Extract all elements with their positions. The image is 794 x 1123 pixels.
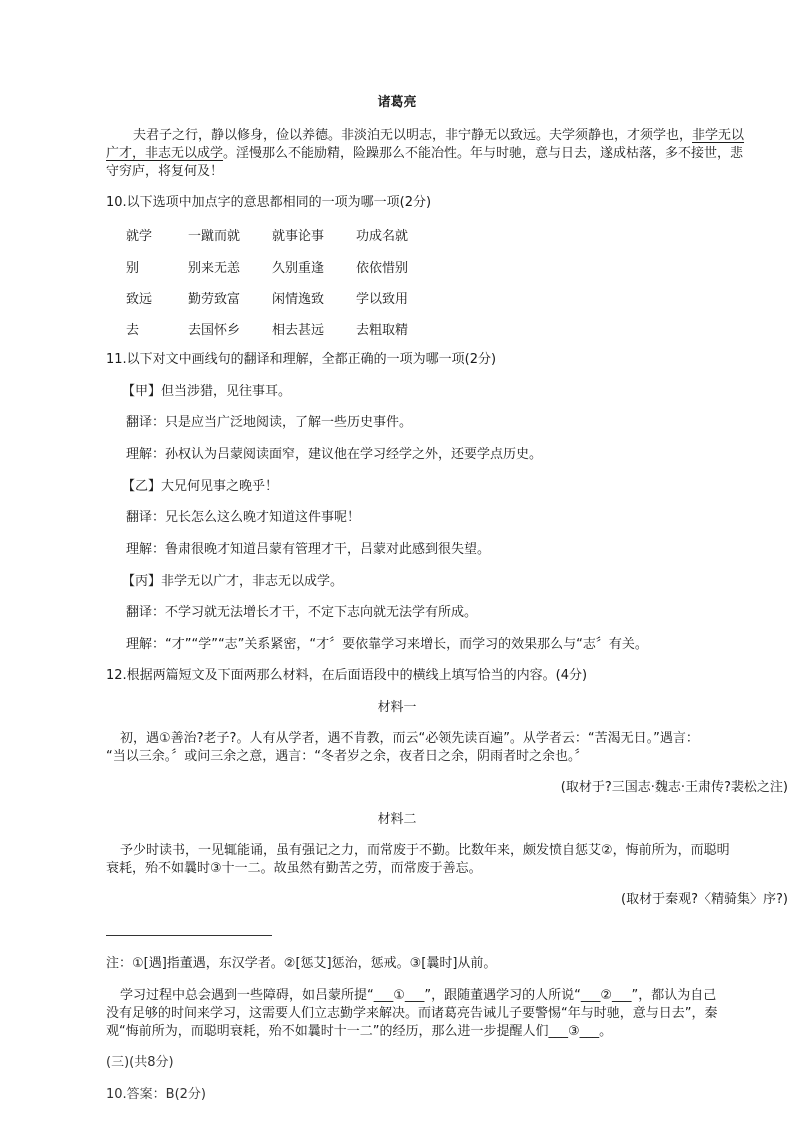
option-cell: 久别重逢 (272, 261, 325, 276)
q11-line: 翻译：不学习就无法增长才干，不定下志向就无法学有所成。 (126, 605, 478, 620)
option-cell: 致远 (126, 292, 153, 307)
option-cell: 闲情逸致 (272, 292, 325, 307)
material-2-title: 材料二 (377, 812, 417, 827)
material-1-title: 材料一 (377, 700, 417, 715)
passage-title: 诸葛亮 (377, 95, 417, 110)
material-1-line: 初，遇①善治?老子?。人有从学者，遇不肯教，而云“必领先读百遍”。从学者云：“苦渴无日。”遇言： (120, 731, 699, 746)
passage-line-2 (106, 145, 743, 163)
passage-text: 夫君子之行，静以修身，俭以养德。非淡泊无以明志，非宁静无以致远。夫学须静也，才须学也， (133, 128, 693, 143)
option-cell: 相去甚远 (272, 323, 325, 338)
option-cell: 去国怀乡 (188, 323, 241, 338)
material-2-source: (取材于秦观?〈精骑集〉序?) (621, 892, 788, 907)
option-cell: 依依惜别 (356, 261, 409, 276)
answer-10: 10.答案：B(2分) (106, 1087, 207, 1102)
option-cell: 学以致用 (356, 292, 409, 307)
material-1-line: “当以三余。〞或问三余之意，遇言：“冬者岁之余，夜者日之余，阴雨者时之余也。〞 (106, 749, 588, 764)
option-cell: 去粗取精 (356, 323, 409, 338)
q11-line: 翻译：只是应当广泛地阅读，了解一些历史事件。 (126, 415, 413, 430)
option-cell: 勤劳致富 (188, 292, 241, 307)
fill-paragraph-line: 学习过程中总会遇到一些障碍，如吕蒙所提“___①___”，跟随董遇学习的人所说“___②___”，都认为自己 (120, 988, 717, 1003)
question-12-stem: 12.根据两篇短文及下面两那么材料，在后面语段中的横线上填写恰当的内容。(4分) (106, 668, 588, 683)
passage-line-3: 守穷庐，将复何及！ (106, 164, 224, 179)
question-11-stem: 11.以下对文中画线句的翻译和理解，全都正确的一项为哪一项(2分) (106, 352, 497, 367)
q11-line: 理解：“才”“学”“志”关系紧密，“才〞要依靠学习来增长，而学习的效果那么与“志〞有关。 (126, 637, 648, 652)
underlined-sentence: 非学无以 (692, 128, 745, 143)
footnote-divider (106, 935, 272, 936)
fill-paragraph-line: 没有足够的时间来学习，这需要人们立志勤学来解决。而诸葛亮告诫儿子要警惕“年与时驰，意与日去”，秦 (106, 1006, 718, 1021)
material-1-source: (取材于?三国志·魏志·王肃传?裴松之注) (560, 780, 788, 795)
option-cell: 功成名就 (356, 229, 409, 244)
option-cell: 别来无恙 (188, 261, 241, 276)
footnote: 注：①[遇]指董遇，东汉学者。②[惩艾]惩治，惩戒。③[曩时]从前。 (106, 956, 497, 971)
passage-line-1 (133, 127, 744, 145)
q11-line: 【乙】大兄何见事之晚乎！ (122, 479, 279, 494)
option-cell: 就学 (126, 229, 153, 244)
option-cell: 别 (126, 261, 140, 276)
option-cell: 去 (126, 323, 140, 338)
underlined-sentence: 广才，非志无以成学 (106, 146, 224, 161)
passage-text: 。淫慢那么不能励精，险躁那么不能冶性。年与时驰，意与日去，遂成枯落，多不接世，悲 (223, 146, 744, 161)
q11-line: 翻译：兄长怎么这么晚才知道这件事呢！ (126, 510, 361, 525)
option-cell: 就事论事 (272, 229, 325, 244)
q11-line: 理解：鲁肃很晚才知道吕蒙有管理才干，吕蒙对此感到很失望。 (126, 542, 491, 557)
answer-section-heading: (三)(共8分) (106, 1055, 174, 1070)
q11-line: 【丙】非学无以广才，非志无以成学。 (122, 574, 344, 589)
option-cell: 一蹴而就 (188, 229, 241, 244)
fill-paragraph-line: 观“悔前所为，而聪明衰耗，殆不如曩时十一二”的经历，那么进一步提醒人们___③___。 (106, 1024, 613, 1039)
material-2-line: 衰耗，殆不如曩时③十一二。故虽然有勤苦之劳，而常废于善忘。 (106, 861, 482, 876)
q11-line: 【甲】但当涉猎，见往事耳。 (122, 384, 292, 399)
q11-line: 理解：孙权认为吕蒙阅读面窄，建议他在学习经学之外，还要学点历史。 (126, 447, 543, 462)
material-2-line: 予少时读书，一见辄能诵，虽有强记之力，而常废于不勤。比数年来，颇发愤自惩艾②，悔前所为，而聪明 (120, 843, 730, 858)
question-10-stem: 10.以下选项中加点字的意思都相同的一项为哪一项(2分) (106, 195, 432, 210)
